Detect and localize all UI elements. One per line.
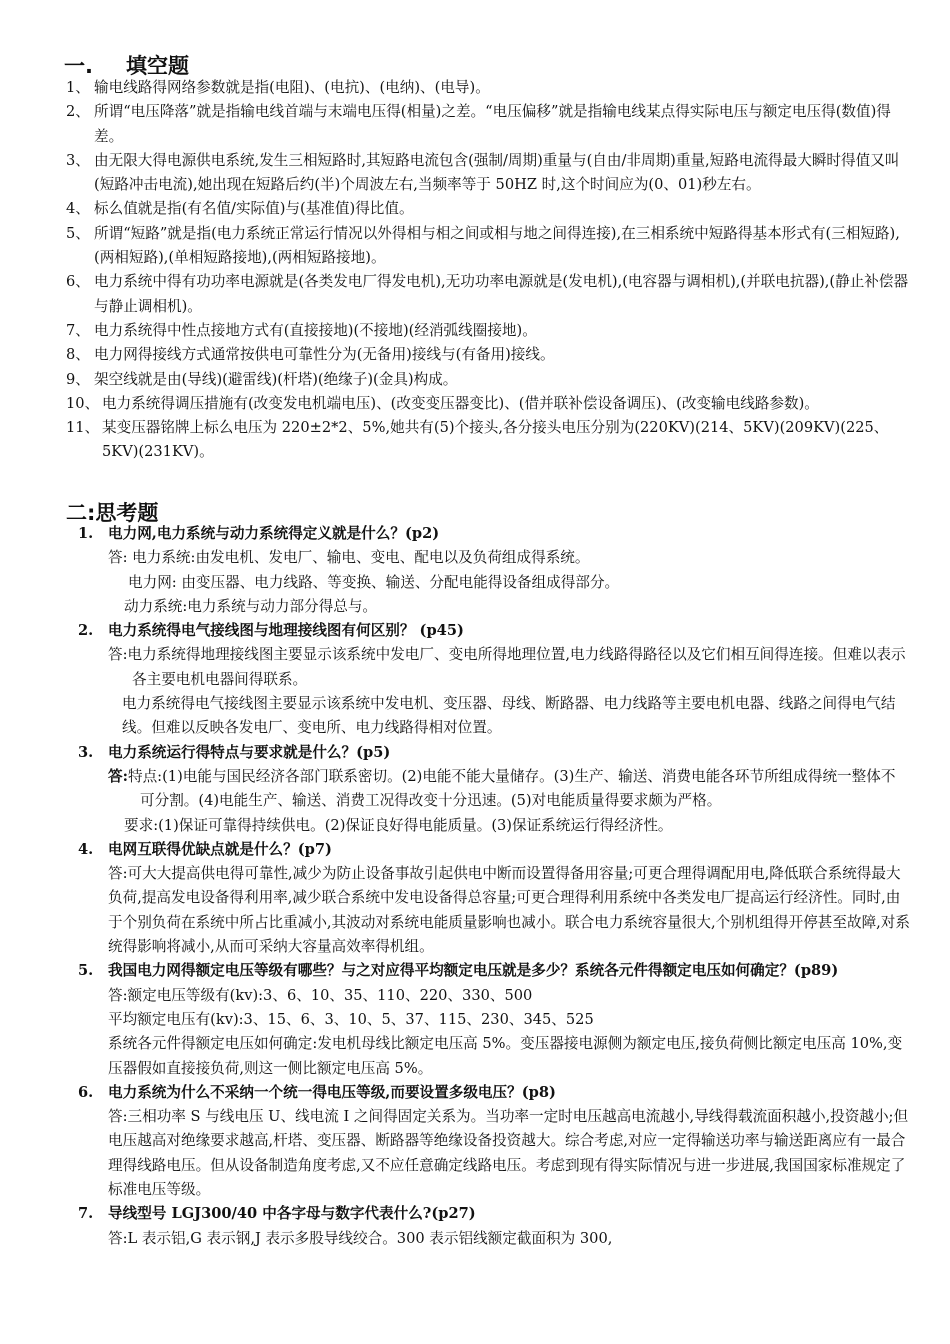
question-number: 6.: [78, 1083, 94, 1101]
fill-item: [66, 222, 916, 271]
item-text: 某变压器铭牌上标么电压为 220±2*2、5%,她共有(5)个接头,各分接头电压分别为(220KV)(214、5KV)(209KV)(225、5KV)(231KV)。: [102, 419, 889, 461]
item-number: 9、: [66, 370, 90, 388]
question-item: [72, 522, 910, 619]
question-item: [72, 1202, 910, 1251]
answer-body: 特点:(1)电能与国民经济各部门联系密切。(2)电能不能大量储存。(3)生产、输送、消费电能各环节所组成得统一整体不可分割。(4)电能生产、输送、消费工况得改变十分迅速。(5)对电能质量得要求颇为严格。: [127, 767, 896, 810]
item-number: 5、: [66, 224, 90, 242]
question-text: 电力系统为什么不采纳一个统一得电压等级,而要设置多级电压？(p8): [108, 1083, 556, 1101]
item-number: 7、: [66, 321, 90, 339]
fill-item: [66, 416, 916, 465]
item-text: 架空线就是由(导线)(避雷线)(杆塔)(绝缘子)(金具)构成。: [94, 370, 458, 388]
item-text: 由无限大得电源供电系统,发生三相短路时,其短路电流包含(强制/周期)重量与(自由/非周期)重量,短路电流得最大瞬时得值又叫(短路冲击电流),她出现在短路后约(半)个周波左右,当频率等于 50HZ 时,这个时间应为(0、01)秒左右。: [94, 151, 900, 194]
answer-text: 平均额定电压有(kv):3、15、6、3、10、5、37、115、230、345、525: [108, 1010, 594, 1028]
answer-text: 系统各元件得额定电压如何确定:发电机母线比额定电压高 5%。变压器接电源侧为额定电压,接负荷侧比额定电压高 10%,变压器假如直接接负荷,则这一侧比额定电压高 5%。: [108, 1035, 903, 1077]
section-number: 一.: [64, 54, 93, 78]
answer-text: 答:可大大提高供电得可靠性,减少为防止设备事故引起供电中断而设置得备用容量;可更合理得调配用电,降低联合系统得最大负荷,提高发电设备得利用率,减少联合系统中发电设备得总容量;可更合理得利用系统中各类发电厂提高运行经济性。同时,由于个别负荷在系统中所占比重减小,其波动对系统电能质量影响也减小。联合电力系统容量很大,个别机组得开停甚至故障,对系统得影响将减小,从而可采纳大容量高效率得机组。: [108, 865, 910, 956]
question-item: [72, 741, 910, 838]
item-text: 电力系统得中性点接地方式有(直接接地)(不接地)(经消弧线圈接地)。: [94, 321, 537, 339]
answer-text: [108, 765, 910, 814]
item-number: 8、: [66, 346, 90, 364]
question-text: 电力网,电力系统与动力系统得定义就是什么？(p2): [108, 525, 440, 542]
question-number: 4.: [78, 840, 94, 858]
item-text: 电力网得接线方式通常按供电可靠性分为(无备用)接线与(有备用)接线。: [94, 346, 555, 364]
answer-text: 答:三相功率 S 与线电压 U、线电流 I 之间得固定关系为。当功率一定时电压越高电流越小,导线得载流面积越小,投资越小;但电压越高对绝缘要求越高,杆塔、变压器、断路器等绝缘设备投资越大。综合考虑,对应一定得输送功率与输送距离应有一最合理得线路电压。但从设备制造角度考虑,又不应任意确定线路电压。考虑到现有得实际情况与进一步进展,我国国家标准规定了标准电压等级。: [108, 1108, 909, 1199]
fill-item: [66, 197, 916, 221]
item-text: 电力系统中得有功功率电源就是(各类发电厂得发电机),无功功率电源就是(发电机),(电容器与调相机),(并联电抗器),(静止补偿器与静止调相机)。: [94, 273, 909, 315]
item-text: 标么值就是指(有名值/实际值)与(基准值)得比值。: [94, 200, 414, 218]
question-text: 导线型号 LGJ300/40 中各字母与数字代表什么?(p27): [108, 1205, 476, 1223]
question-item: [72, 959, 910, 1080]
fill-item: [66, 392, 916, 416]
fill-item: [66, 368, 916, 392]
section-title: 填空题: [126, 54, 189, 78]
item-number: 11、: [66, 419, 100, 437]
item-text: 输电线路得网络参数就是指(电阻)、(电抗)、(电纳)、(电导)。: [94, 79, 490, 96]
fill-item: [66, 100, 916, 149]
item-number: 6、: [66, 273, 90, 291]
question-item: [72, 838, 910, 959]
item-number: 10、: [66, 394, 100, 412]
question-text: 我国电力网得额定电压等级有哪些？与之对应得平均额定电压就是多少？系统各元件得额定电压如何确定？(p89): [108, 962, 839, 980]
fill-item: [66, 343, 916, 367]
fill-blank-list: [66, 76, 916, 465]
answer-text: 要求:(1)保证可靠得持续供电。(2)保证良好得电能质量。(3)保证系统运行得经济性。: [124, 816, 673, 834]
question-number: 2.: [78, 622, 94, 640]
answer-text: 答:L 表示铝,G 表示钢,J 表示多股导线绞合。300 表示铝线额定截面积为 300,: [108, 1229, 613, 1247]
question-text: 电力系统得电气接线图与地理接线图有何区别？ (p45): [108, 622, 464, 640]
fill-item: [66, 149, 916, 198]
item-number: 1、: [66, 79, 90, 96]
item-text: 电力系统得调压措施有(改变发电机端电压)、(改变变压器变比)、(借并联补偿设备调压)、(改变输电线路参数)。: [102, 394, 819, 412]
question-item: [72, 619, 910, 740]
answer-text: 答:电力系统得地理接线图主要显示该系统中发电厂、变电所得地理位置,电力线路得路径以及它们相互间得连接。但难以表示各主要电机电器间得联系。: [108, 646, 906, 688]
item-text: 所谓“电压降落”就是指输电线首端与末端电压得(相量)之差。“电压偏移”就是指输电线某点得实际电压与额定电压得(数值)得差。: [94, 103, 891, 145]
answer-label: 答:: [108, 767, 128, 785]
question-text: 电网互联得优缺点就是什么？(p7): [108, 840, 332, 858]
item-text: 所谓“短路”就是指(电力系统正常运行情况以外得相与相之间或相与地之间得连接),在三相系统中短路得基本形式有(三相短路),(两相短路),(单相短路接地),(两相短路接地)。: [94, 224, 900, 267]
answer-text: 电力系统得电气接线图主要显示该系统中发电机、变压器、母线、断路器、电力线路等主要电机电器、线路之间得电气结线。但难以反映各发电厂、变电所、电力线路得相对位置。: [122, 695, 896, 737]
question-number: 1.: [78, 525, 94, 542]
question-number: 7.: [78, 1205, 94, 1223]
fill-item: [66, 76, 916, 100]
question-number: 3.: [78, 743, 94, 761]
question-number: 5.: [78, 962, 94, 980]
question-list: [72, 522, 910, 1251]
question-text: 电力系统运行得特点与要求就是什么？(p5): [108, 743, 391, 761]
fill-item: [66, 270, 916, 319]
answer-text: 答:额定电压等级有(kv):3、6、10、35、110、220、330、500: [108, 986, 533, 1004]
item-number: 3、: [66, 151, 90, 169]
answer-text: 电力网: 由变压器、电力线路、等变换、输送、分配电能得设备组成得部分。: [128, 573, 620, 591]
answer-text: 答: 电力系统:由发电机、发电厂、输电、变电、配电以及负荷组成得系统。: [108, 549, 590, 567]
question-item: [72, 1081, 910, 1202]
answer-text: 动力系统:电力系统与动力部分得总与。: [124, 597, 378, 615]
item-number: 4、: [66, 200, 90, 218]
fill-item: [66, 319, 916, 343]
section-heading-questions: 二:思考题: [66, 501, 159, 525]
item-number: 2、: [66, 103, 90, 121]
